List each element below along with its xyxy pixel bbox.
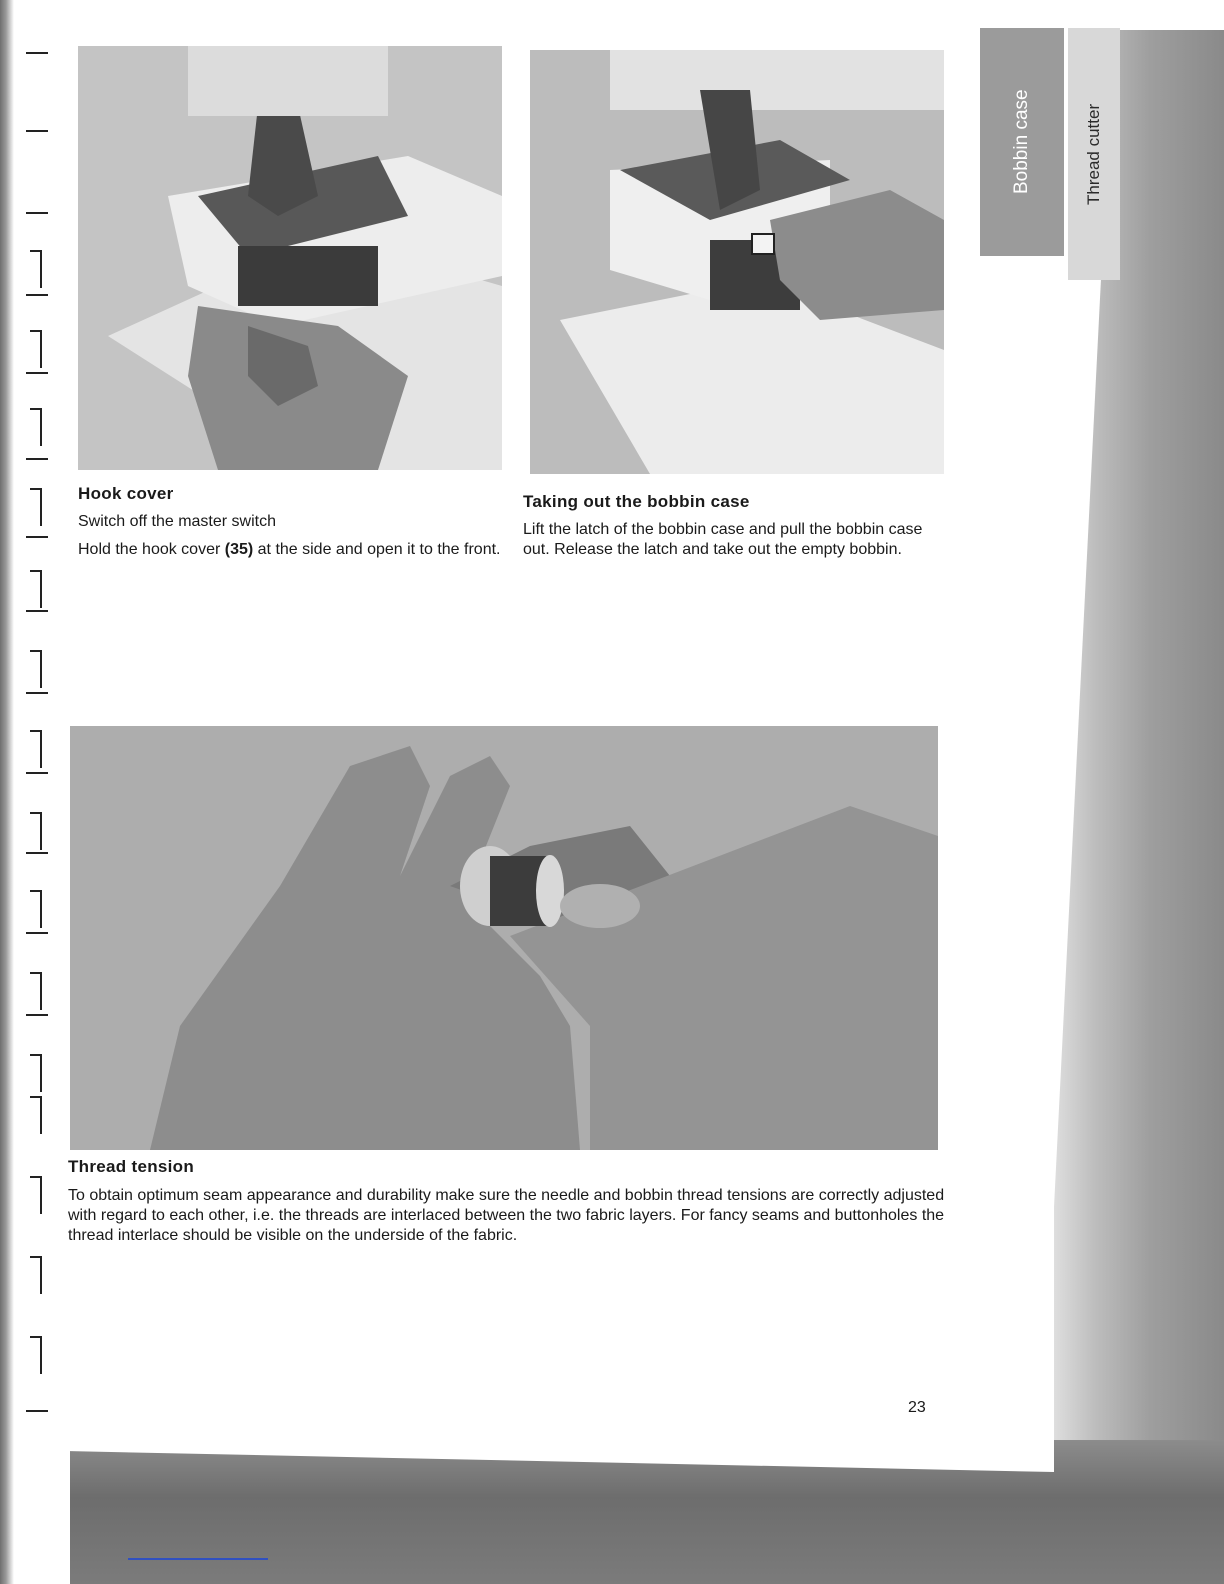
hook-cover-heading: Hook cover bbox=[78, 484, 174, 503]
spiral-binding bbox=[0, 0, 70, 1584]
hook-cover-instruction-1: Switch off the master switch bbox=[78, 513, 276, 530]
thread-tension-instructions: To obtain optimum seam appearance and durability make sure the needle and bobbin thread tensions are correctly adjusted with regard to each other, i.e. the threads are interlaced between the two fabric layers. For fancy seams and buttonholes the thread interlace should be visible on the underside of the fabric. bbox=[68, 1187, 945, 1244]
hook-cover-photo bbox=[78, 46, 502, 470]
tab-bobbin-case-label: Bobbin case bbox=[1011, 89, 1032, 195]
scan-edge-line bbox=[128, 1558, 268, 1560]
tab-thread-cutter bbox=[1068, 28, 1120, 280]
hook-cover-part-reference: (35) bbox=[224, 541, 254, 558]
hook-cover-instruction-2-end: at the side and open it to the front. bbox=[253, 541, 501, 558]
thread-tension-heading: Thread tension bbox=[68, 1157, 195, 1176]
hook-cover-instruction-2 bbox=[78, 540, 508, 560]
thread-tension-photo bbox=[70, 726, 938, 1150]
tab-thread-cutter-label: Thread cutter bbox=[1084, 103, 1103, 205]
bobbin-case-instructions: Lift the latch of the bobbin case and pull the bobbin case out. Release the latch and take out the empty bobbin. bbox=[523, 521, 923, 558]
bobbin-case-photo bbox=[530, 50, 944, 474]
tab-bobbin-case bbox=[980, 28, 1064, 256]
hook-cover-instruction-2-start: Hold the hook cover bbox=[78, 541, 225, 558]
page-number: 23 bbox=[908, 1399, 926, 1416]
bobbin-case-heading: Taking out the bobbin case bbox=[523, 492, 750, 511]
